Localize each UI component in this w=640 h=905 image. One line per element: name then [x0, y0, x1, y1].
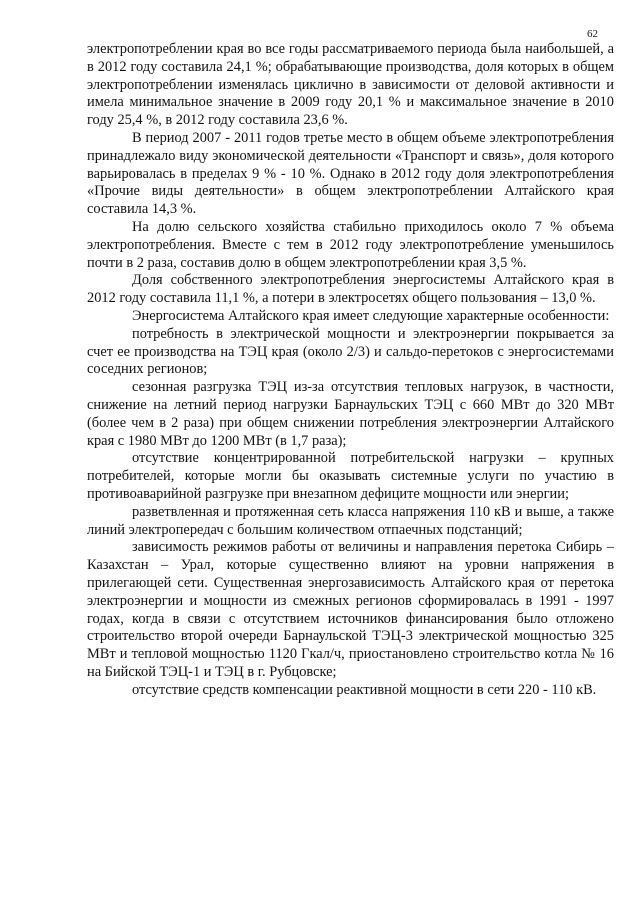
paragraph-features-intro: Энергосистема Алтайского края имеет следующие характерные особенности: — [132, 307, 610, 324]
list-item-flow-dependence: зависимость режимов работы от величины и направления перетока Сибирь – Казахстан – Урал, которые существенно влияют на уровни напряжения в прилегающей сети. Существенная энергозависимость Алтайского края от перетока электроэнергии и мощности из смежных регионов сформировалась в 1991 - 1997 годах, когда в связи с отсутствием источников финансирования было отложено строительство второй очереди Барнаульской ТЭЦ-3 электрической мощностью 325 МВт и тепловой мощностью 1120 Гкал/ч, приостановлено строительство котла № 16 на Бийской ТЭЦ-1 и ТЭЦ в г. Рубцовске; — [87, 539, 614, 680]
paragraph-agriculture: На долю сельского хозяйства стабильно приходилось около 7 % объема электропотребления. Вместе с тем в 2012 году электропотребление уменьшилось почти в 2 раза, составив долю в общем электропотреблении края 3,5 %. — [87, 218, 614, 271]
list-item-extended-network: разветвленная и протяженная сеть класса напряжения 110 кВ и выше, а также линий электропередач с большим количеством отпаечных подстанций; — [87, 503, 614, 538]
list-item-no-concentrated-load: отсутствие концентрированной потребительской нагрузки – крупных потребителей, которые могли бы оказывать системные услуги по участию в противоаварийной разгрузке при внезапном дефиците мощности или энергии; — [87, 450, 614, 502]
page-number: 62 — [587, 28, 598, 40]
document-body — [87, 41, 614, 699]
paragraph-own-consumption-losses: Доля собственного электропотребления энергосистемы Алтайского края в 2012 году составила 11,1 %, а потери в электросетях общего пользования – 13,0 %. — [87, 272, 614, 307]
paragraph-transport-communication: В период 2007 - 2011 годов третье место в общем объеме электропотребления принадлежало виду экономической деятельности «Транспорт и связь», доля которого варьировалась в пределах 9 % - 10 %. Однако в 2012 году доля электропотребления «Прочие виды деятельности» в общем электропотреблении Алтайского края составила 14,3 %. — [87, 129, 614, 218]
list-item-power-demand-coverage: потребность в электрической мощности и электроэнергии покрывается за счет ее производства на ТЭЦ края (около 2/3) и сальдо-перетоков с энергосистемами соседних регионов; — [87, 325, 614, 378]
list-item-no-reactive-compensation: отсутствие средств компенсации реактивной мощности в сети 220 - 110 кВ. — [132, 681, 597, 698]
list-item-seasonal-unloading: сезонная разгрузка ТЭЦ из-за отсутствия тепловых нагрузок, в частности, снижение на летний период нагрузки Барнаульских ТЭЦ с 660 МВт до 320 МВт (более чем в 2 раза) при общем снижении потребления электроэнергии Алтайского края с 1980 МВт до 1200 МВт (в 1,7 раза); — [87, 379, 614, 449]
paragraph-continued-industry-share: электропотреблении края во все годы рассматриваемого периода была наибольшей, а в 2012 году составила 24,1 %; обрабатывающие производства, доля которых в общем электропотреблении изменялась циклично в зависимости от деловой активности и имела минимальное значение в 2009 году 20,1 % и максимальное значение в 2010 году 25,4 %, в 2012 году составила 23,6 %. — [87, 41, 614, 129]
